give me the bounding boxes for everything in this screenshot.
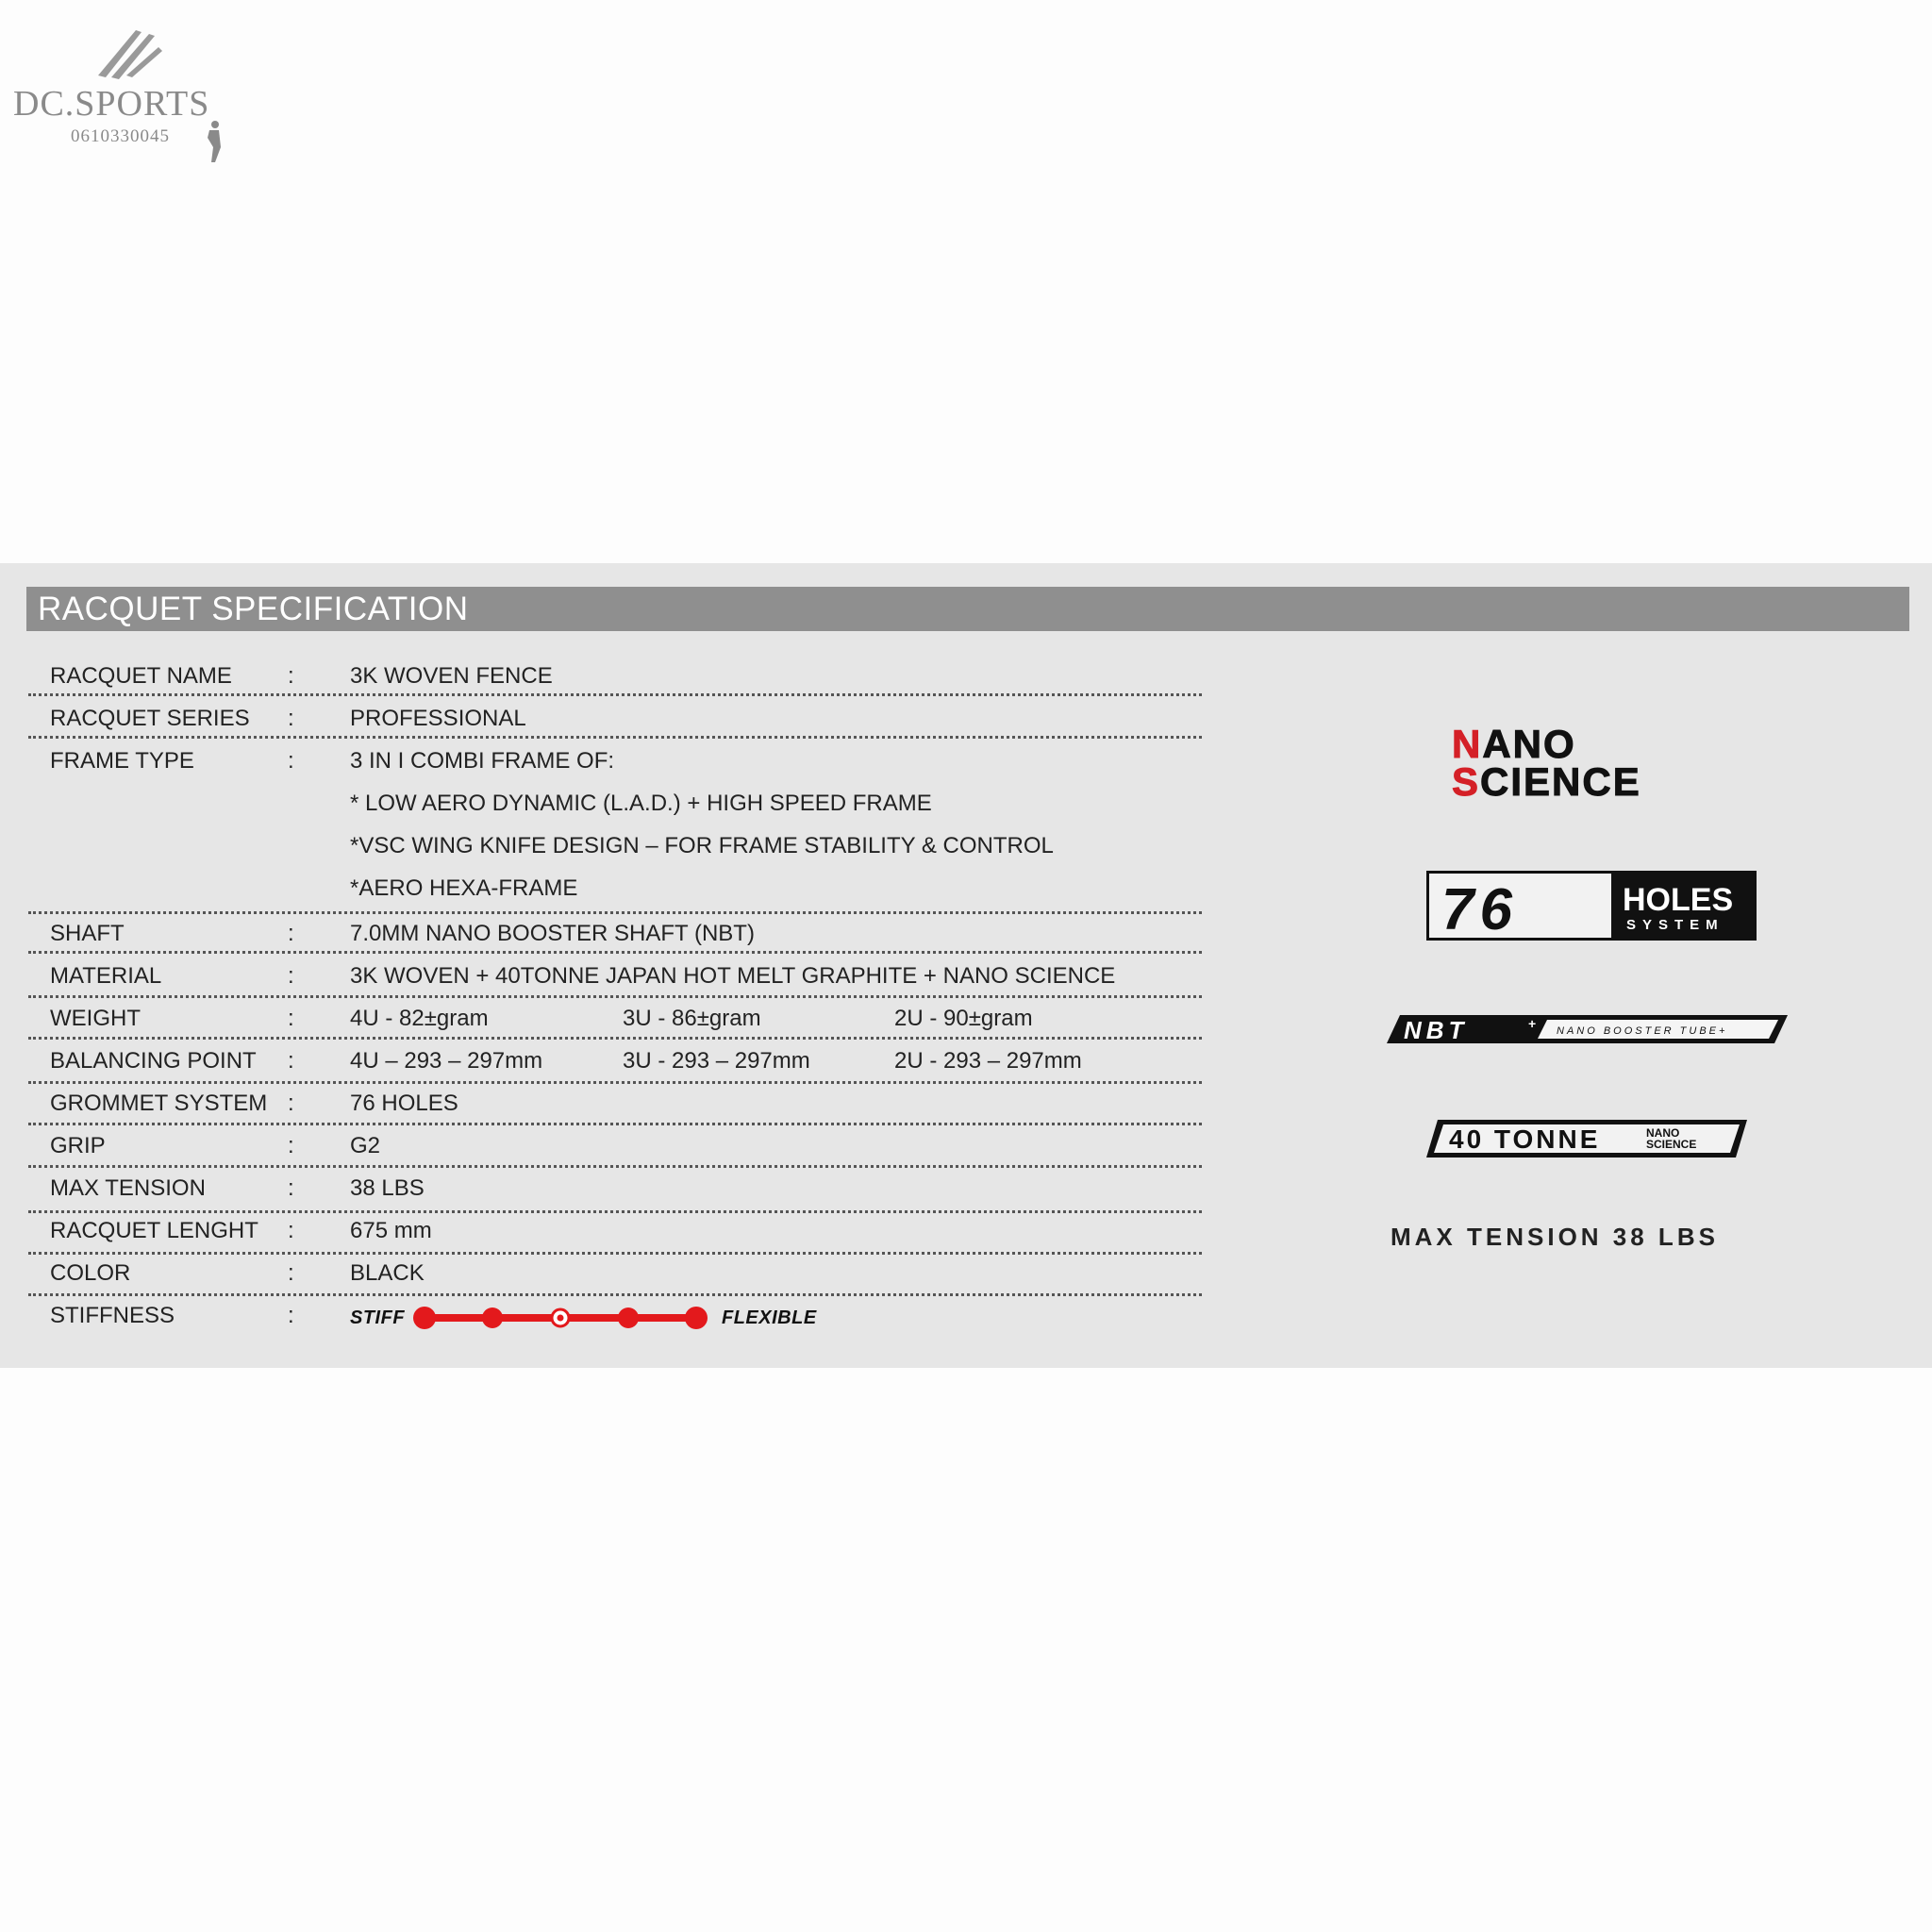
holes-number: 76 bbox=[1441, 877, 1518, 941]
spec-row-shaft bbox=[28, 915, 1202, 954]
nbt-logo bbox=[1387, 1013, 1788, 1045]
stiffness-track bbox=[413, 1301, 715, 1335]
row-colon: : bbox=[288, 1133, 294, 1158]
row-colon: : bbox=[288, 1091, 294, 1116]
holes-sub: SYSTEM bbox=[1626, 917, 1724, 933]
row-label: GRIP bbox=[50, 1133, 106, 1158]
nbt-plus: + bbox=[1528, 1016, 1537, 1031]
spec-row-racquet-name bbox=[28, 658, 1202, 696]
dotted-divider bbox=[28, 951, 1202, 954]
row-colon: : bbox=[288, 1218, 294, 1243]
spec-row-grommet-system bbox=[28, 1085, 1202, 1125]
row-value: 3 IN I COMBI FRAME OF: bbox=[350, 748, 615, 774]
frame-type-line: * LOW AERO DYNAMIC (L.A.D.) + HIGH SPEED FRAME bbox=[350, 791, 932, 816]
row-value: 4U – 293 – 297mm bbox=[350, 1048, 543, 1074]
row-label: RACQUET SERIES bbox=[50, 706, 250, 731]
row-value: 675 mm bbox=[350, 1218, 432, 1243]
row-value-2: 3U - 86±gram bbox=[623, 1006, 761, 1031]
dotted-divider bbox=[28, 911, 1202, 914]
spec-title: RACQUET SPECIFICATION bbox=[38, 591, 469, 627]
nbt-sub: NANO BOOSTER TUBE+ bbox=[1557, 1025, 1728, 1037]
row-colon: : bbox=[288, 706, 294, 731]
tonne-text: 40 TONNE bbox=[1449, 1124, 1601, 1154]
max-tension-logo bbox=[1387, 1219, 1792, 1253]
row-label: COLOR bbox=[50, 1260, 131, 1286]
row-label: STIFFNESS bbox=[50, 1303, 175, 1328]
76-holes-logo bbox=[1426, 871, 1757, 941]
dotted-divider bbox=[28, 1081, 1202, 1084]
flexible-label: FLEXIBLE bbox=[722, 1307, 817, 1328]
row-value: 3K WOVEN + 40TONNE JAPAN HOT MELT GRAPHITE + NANO SCIENCE bbox=[350, 963, 1116, 989]
dotted-divider bbox=[28, 1123, 1202, 1125]
row-label: RACQUET LENGHT bbox=[50, 1218, 258, 1243]
watermark-phone: 0610330045 bbox=[71, 126, 170, 146]
row-value: BLACK bbox=[350, 1260, 425, 1286]
holes-word: HOLES bbox=[1623, 882, 1734, 918]
dotted-divider bbox=[28, 693, 1202, 696]
row-value-2: 3U - 293 – 297mm bbox=[623, 1048, 810, 1074]
dotted-divider bbox=[28, 736, 1202, 739]
row-value-3: 2U - 293 – 297mm bbox=[894, 1048, 1082, 1074]
player-icon bbox=[202, 119, 223, 166]
spec-row-grip bbox=[28, 1127, 1202, 1168]
max-tension-text: MAX TENSION 38 LBS bbox=[1391, 1223, 1719, 1251]
row-label: RACQUET NAME bbox=[50, 663, 232, 689]
stiffness-point bbox=[685, 1307, 708, 1329]
row-value: 38 LBS bbox=[350, 1175, 425, 1201]
row-label: BALANCING POINT bbox=[50, 1048, 257, 1074]
spec-row-weight bbox=[28, 1000, 1202, 1040]
stiffness-point bbox=[482, 1307, 503, 1328]
row-colon: : bbox=[288, 1048, 294, 1074]
row-label: FRAME TYPE bbox=[50, 748, 194, 774]
stiffness-point bbox=[413, 1307, 436, 1329]
nano-science-logo bbox=[1448, 724, 1731, 799]
watermark-brand: DC.SPORTS bbox=[13, 84, 210, 124]
spec-row-racquet-series bbox=[28, 700, 1202, 739]
tonne-sub-2: SCIENCE bbox=[1646, 1138, 1697, 1151]
tonne-sub-1: NANO bbox=[1646, 1126, 1680, 1140]
row-value: G2 bbox=[350, 1133, 381, 1158]
row-colon: : bbox=[288, 1260, 294, 1286]
row-value: 7.0MM NANO BOOSTER SHAFT (NBT) bbox=[350, 921, 755, 946]
row-colon: : bbox=[288, 1303, 294, 1328]
spec-row-racquet-length bbox=[28, 1212, 1202, 1255]
feather-icon bbox=[94, 21, 170, 87]
row-colon: : bbox=[288, 1175, 294, 1201]
spec-row-balancing-point bbox=[28, 1042, 1202, 1084]
row-value-3: 2U - 90±gram bbox=[894, 1006, 1033, 1031]
nano-rest: ANO bbox=[1482, 724, 1576, 766]
row-value: 4U - 82±gram bbox=[350, 1006, 489, 1031]
spec-panel bbox=[0, 563, 1932, 1368]
row-value: PROFESSIONAL bbox=[350, 706, 526, 731]
stiffness-scale bbox=[350, 1301, 841, 1335]
row-colon: : bbox=[288, 963, 294, 989]
watermark-logo bbox=[13, 21, 240, 153]
row-value: 76 HOLES bbox=[350, 1091, 458, 1116]
stiff-label: STIFF bbox=[350, 1307, 406, 1328]
science-rest: CIENCE bbox=[1480, 759, 1641, 799]
spec-title-bar bbox=[26, 587, 1909, 631]
dotted-divider bbox=[28, 1293, 1202, 1296]
row-colon: : bbox=[288, 921, 294, 946]
nbt-mark: NBT bbox=[1404, 1016, 1469, 1044]
row-label: MATERIAL bbox=[50, 963, 162, 989]
dotted-divider bbox=[28, 1165, 1202, 1168]
row-value: 3K WOVEN FENCE bbox=[350, 663, 553, 689]
frame-type-line: *AERO HEXA-FRAME bbox=[350, 875, 578, 901]
40-tonne-logo bbox=[1426, 1118, 1749, 1159]
spec-row-material bbox=[28, 958, 1202, 998]
stiffness-point bbox=[618, 1307, 639, 1328]
spec-row-color bbox=[28, 1255, 1202, 1296]
row-label: SHAFT bbox=[50, 921, 125, 946]
frame-type-line: *VSC WING KNIFE DESIGN – FOR FRAME STABILITY & CONTROL bbox=[350, 833, 1054, 858]
row-colon: : bbox=[288, 1006, 294, 1031]
row-label: MAX TENSION bbox=[50, 1175, 206, 1201]
dotted-divider bbox=[28, 1037, 1202, 1040]
svg-text:SCIENCE bbox=[1452, 759, 1641, 799]
spec-row-max-tension bbox=[28, 1170, 1202, 1213]
dotted-divider bbox=[28, 995, 1202, 998]
science-first-letter: S bbox=[1452, 759, 1481, 799]
row-label: WEIGHT bbox=[50, 1006, 141, 1031]
row-colon: : bbox=[288, 748, 294, 774]
stiffness-point-marker bbox=[558, 1315, 564, 1322]
row-label: GROMMET SYSTEM bbox=[50, 1091, 268, 1116]
spec-row-frame-type bbox=[28, 742, 1202, 914]
row-colon: : bbox=[288, 663, 294, 689]
nano-first-letter: N bbox=[1452, 724, 1483, 766]
